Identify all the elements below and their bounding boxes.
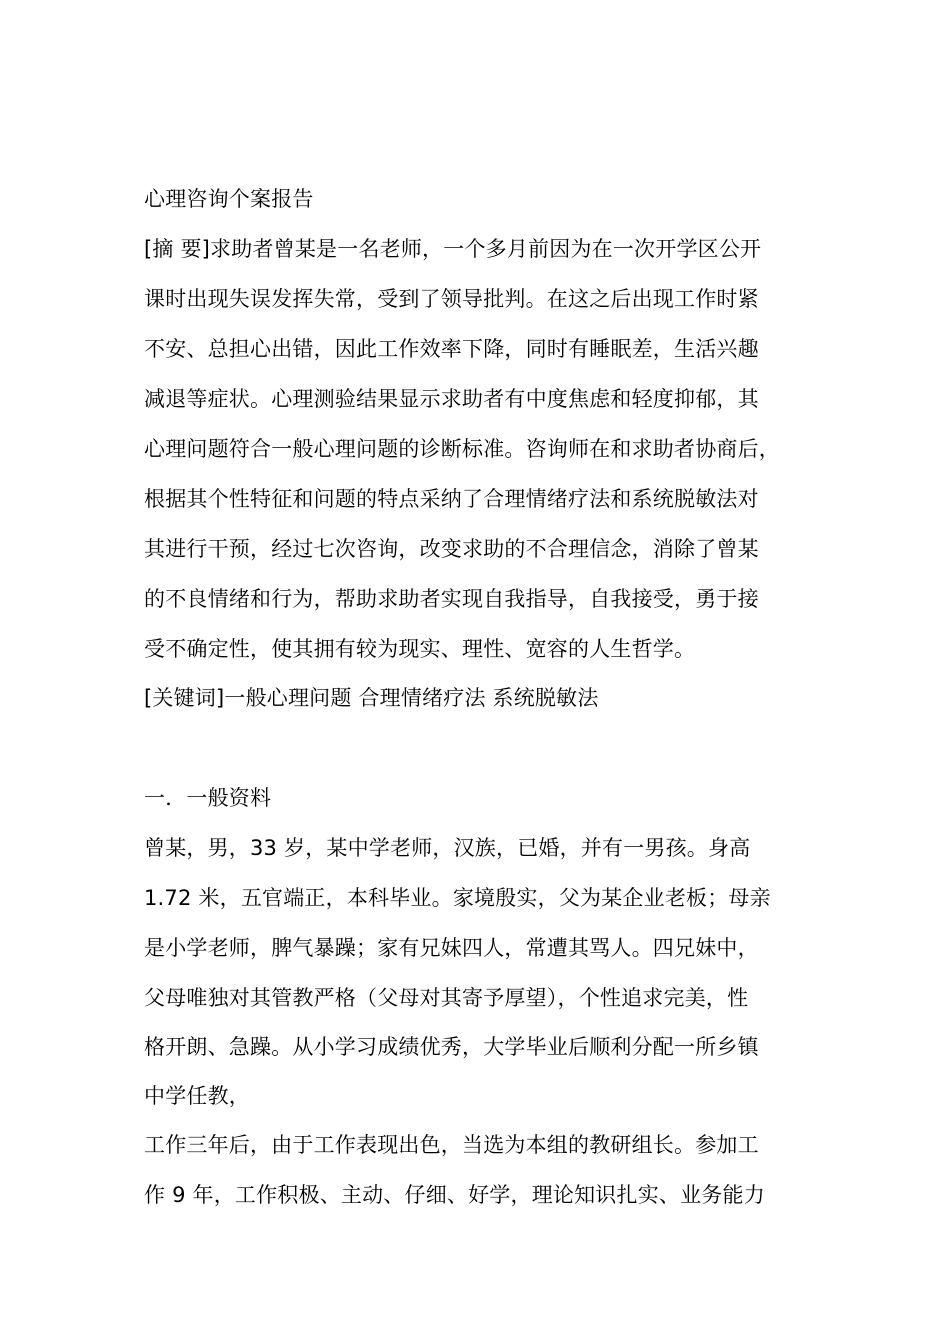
abstract-line: 减退等症状。心理测验结果显示求助者有中度焦虑和轻度抑郁，其 xyxy=(144,387,759,411)
abstract-line: 的不良情绪和行为，帮助求助者实现自我指导，自我接受，勇于接 xyxy=(144,587,759,611)
abstract-line: [摘 要]求助者曾某是一名老师，一个多月前因为在一次开学区公开 xyxy=(144,237,762,261)
body-line: 父母唯独对其管教严格（父母对其寄予厚望），个性追求完美，性 xyxy=(144,986,749,1010)
abstract-line: 心理问题符合一般心理问题的诊断标准。咨询师在和求助者协商后， xyxy=(144,437,780,461)
abstract-line: 受不确定性，使其拥有较为现实、理性、宽容的人生哲学。 xyxy=(144,637,696,661)
body-line: 中学任教， xyxy=(144,1084,250,1108)
abstract-line: 其进行干预，经过七次咨询，改变求助的不合理信念，消除了曾某 xyxy=(144,537,759,561)
abstract-line: 不安、总担心出错，因此工作效率下降，同时有睡眠差，生活兴趣 xyxy=(144,337,759,361)
body-line: 作 9 年，工作积极、主动、仔细、好学，理论知识扎实、业务能力 xyxy=(144,1183,765,1207)
body-line: 是小学老师，脾气暴躁；家有兄妹四人，常遭其骂人。四兄妹中， xyxy=(144,936,759,960)
body-line: 工作三年后，由于工作表现出色，当选为本组的教研组长。参加工 xyxy=(144,1133,759,1157)
body-line: 曾某，男，33 岁，某中学老师，汉族，已婚，并有一男孩。身高 xyxy=(144,836,751,860)
keywords-line: [关键词]一般心理问题 合理情绪疗法 系统脱敏法 xyxy=(144,686,599,710)
body-line: 格开朗、急躁。从小学习成绩优秀，大学毕业后顺利分配一所乡镇 xyxy=(144,1035,759,1059)
abstract-line: 根据其个性特征和问题的特点采纳了合理情绪疗法和系统脱敏法对 xyxy=(144,487,759,511)
abstract-line: 课时出现失误发挥失常，受到了领导批判。在这之后出现工作时紧 xyxy=(144,287,759,311)
document-title: 心理咨询个案报告 xyxy=(144,187,314,211)
section-heading: 一．一般资料 xyxy=(144,786,272,810)
body-line: 1.72 米，五官端正，本科毕业。家境殷实，父为某企业老板；母亲 xyxy=(144,886,771,910)
